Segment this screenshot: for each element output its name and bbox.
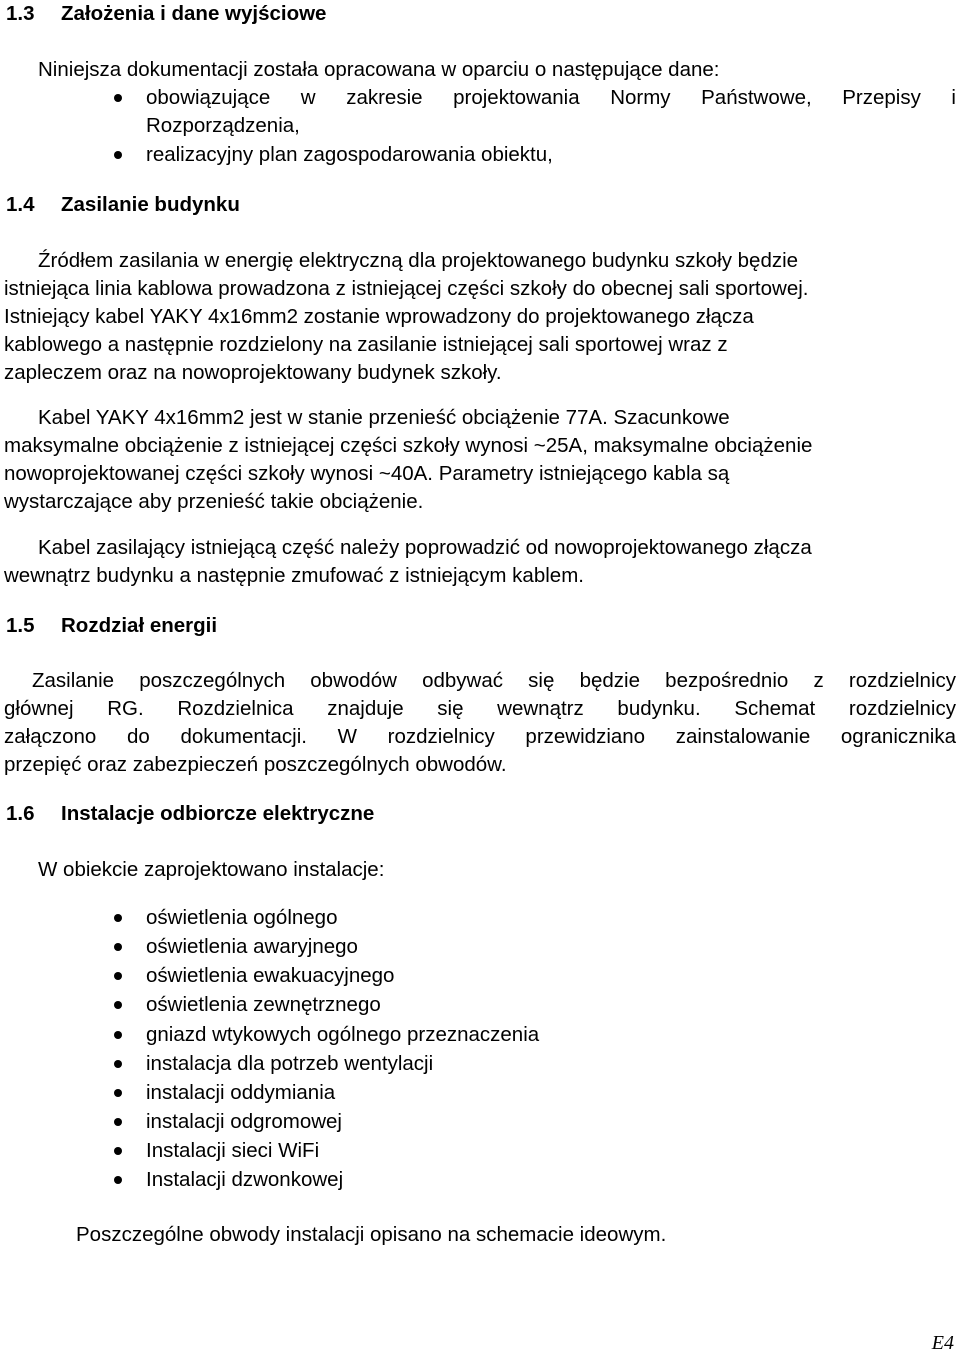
s13-bullet1-line1: obowiązujące w zakresie projektowania Normy Państwowe, Przepisy i — [146, 86, 956, 109]
bullet-icon — [114, 1147, 122, 1155]
s14-p3-line: wewnątrz budynku a następnie zmufować z istniejącym kablem. — [4, 564, 584, 587]
s14-p1-line: Istniejący kabel YAKY 4x16mm2 zostanie wprowadzony do projektowanego złącza — [4, 305, 754, 328]
bullet-icon — [114, 914, 122, 922]
s13-intro: Niniejsza dokumentacji została opracowana w oparciu o następujące dane: — [38, 58, 720, 81]
s14-p1-line: zapleczem oraz na nowoprojektowany budynek szkoły. — [4, 361, 502, 384]
s14-p1-line: istniejąca linia kablowa prowadzona z istniejącej części szkoły do obecnej sali sportowej. — [4, 277, 809, 300]
s15-line: przepięć oraz zabezpieczeń poszczególnych obwodów. — [4, 753, 507, 776]
s14-p3-line: Kabel zasilający istniejącą część należy poprowadzić od nowoprojektowanego złącza — [38, 536, 812, 559]
bullet-icon — [114, 1031, 122, 1039]
bullet-icon — [114, 1060, 122, 1068]
s14-p1-line: Źródłem zasilania w energię elektryczną dla projektowanego budynku szkoły będzie — [38, 249, 799, 272]
bullet-icon — [114, 94, 122, 102]
list-item: Instalacji sieci WiFi — [146, 1139, 320, 1162]
list-item: oświetlenia zewnętrznego — [146, 993, 381, 1016]
section-title: Założenia i dane wyjściowe — [61, 2, 327, 25]
s13-bullet1-line2: Rozporządzenia, — [146, 114, 300, 137]
list-item: gniazd wtykowych ogólnego przeznaczenia — [146, 1023, 540, 1046]
bullet-icon — [114, 1176, 122, 1184]
section-number: 1.6 — [6, 802, 35, 825]
bullet-icon — [114, 943, 122, 951]
s14-p2-line: Kabel YAKY 4x16mm2 jest w stanie przenieść obciążenie 77A. Szacunkowe — [38, 406, 730, 429]
bullet-icon — [114, 1118, 122, 1126]
s15-line: załączono do dokumentacji. W rozdzielnicy przewidziano zainstalowanie ogranicznika — [4, 725, 956, 748]
section-number: 1.3 — [6, 2, 35, 25]
list-item: instalacja dla potrzeb wentylacji — [146, 1052, 434, 1075]
section-1-4-heading — [6, 193, 240, 217]
list-item: instalacji odgromowej — [146, 1110, 342, 1133]
s13-bullet2: realizacyjny plan zagospodarowania obiektu, — [146, 143, 553, 166]
section-1-3-heading — [6, 2, 326, 26]
s14-p2-line: nowoprojektowanej części szkoły wynosi ~40A. Parametry istniejącego kabla są — [4, 462, 730, 485]
s15-line: Zasilanie poszczególnych obwodów odbywać się będzie bezpośrednio z rozdzielnicy — [32, 669, 956, 692]
bullet-icon — [114, 151, 122, 159]
s14-p2-line: wystarczające aby przenieść takie obciążenie. — [4, 490, 424, 513]
section-title: Rozdział energii — [61, 614, 218, 637]
section-1-5-heading — [6, 614, 217, 638]
s15-line: głównej RG. Rozdzielnica znajduje się wewnątrz budynku. Schemat rozdzielnicy — [4, 697, 956, 720]
list-item: instalacji oddymiania — [146, 1081, 336, 1104]
bullet-icon — [114, 1089, 122, 1097]
list-item: oświetlenia ogólnego — [146, 906, 338, 929]
list-item: oświetlenia ewakuacyjnego — [146, 964, 395, 987]
section-1-6-heading — [6, 802, 374, 826]
section-title: Zasilanie budynku — [61, 193, 240, 216]
s14-p2-line: maksymalne obciążenie z istniejącej części szkoły wynosi ~25A, maksymalne obciążenie — [4, 434, 813, 457]
s16-intro: W obiekcie zaprojektowano instalacje: — [38, 858, 385, 881]
section-number: 1.4 — [6, 193, 35, 216]
section-title: Instalacje odbiorcze elektryczne — [61, 802, 375, 825]
list-item: oświetlenia awaryjnego — [146, 935, 358, 958]
list-item: Instalacji dzwonkowej — [146, 1168, 344, 1191]
bullet-icon — [114, 972, 122, 980]
s14-p1-line: kablowego a następnie rozdzielony na zasilanie istniejącej sali sportowej wraz z — [4, 333, 728, 356]
section-number: 1.5 — [6, 614, 35, 637]
bullet-icon — [114, 1001, 122, 1009]
s16-closing: Poszczególne obwody instalacji opisano na schemacie ideowym. — [76, 1223, 667, 1246]
page-label: E4 — [931, 1332, 954, 1354]
